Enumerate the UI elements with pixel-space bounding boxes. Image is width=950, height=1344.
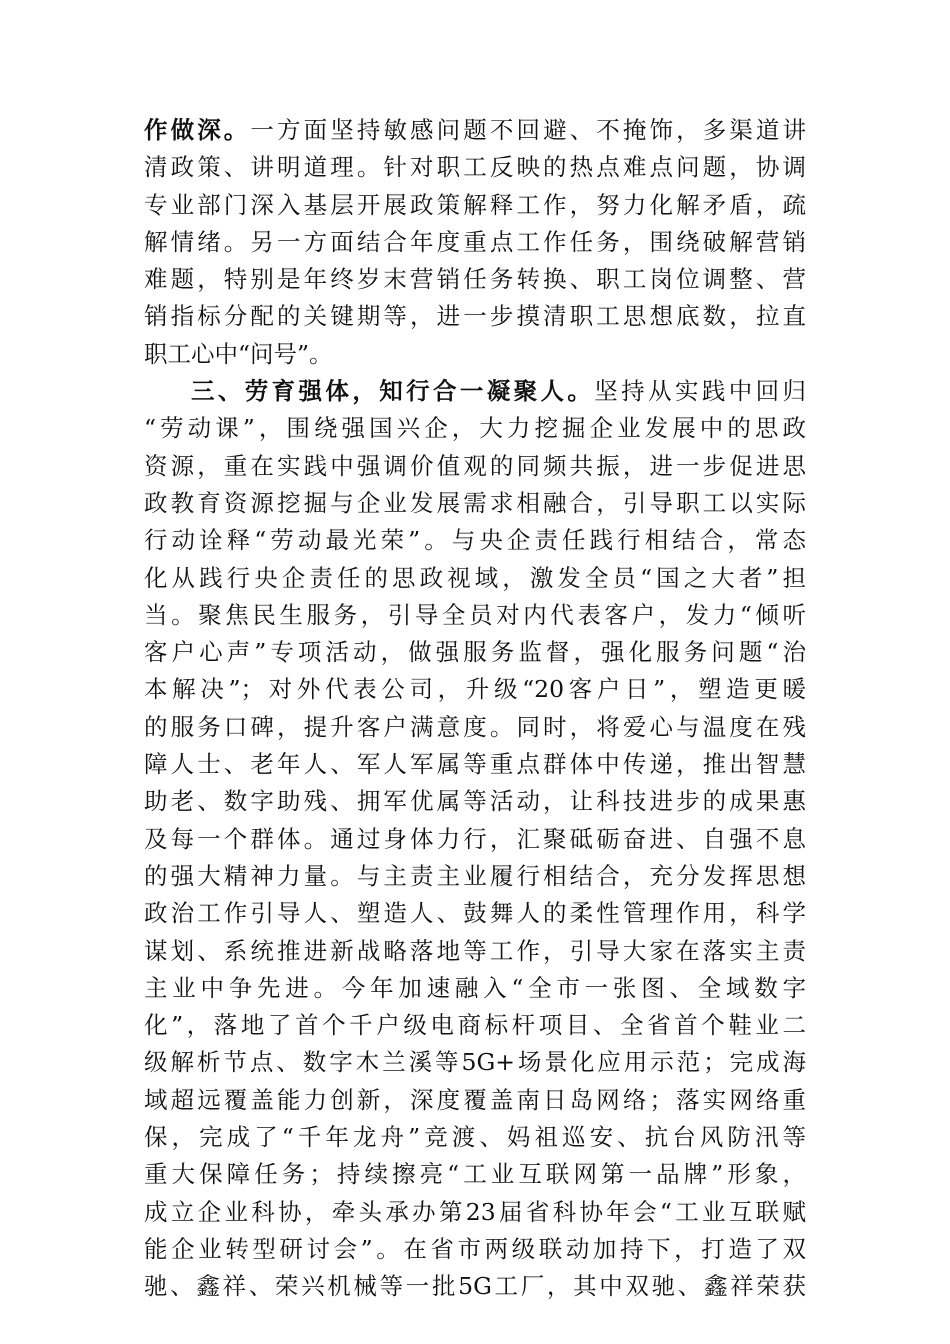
document-body: [144, 112, 806, 1306]
text-line: 能企业转型研讨会”。在省市两级联动加持下，打造了双: [144, 1234, 806, 1263]
text-line: 化”，落地了首个千户级电商标杆项目、全省首个鞋业二: [144, 1011, 806, 1040]
text-line: 作做深。一方面坚持敏感问题不回避、不掩饰，多渠道讲: [144, 116, 807, 144]
text-line: 政教育资源挖掘与企业发展需求相融合，引导职工以实际: [144, 488, 806, 517]
text-line: 难题，特别是年终岁末营销任务转换、职工岗位调整、营: [144, 265, 806, 294]
text-line: 保，完成了“千年龙舟”竞渡、妈祖巡安、抗台风防汛等: [144, 1123, 806, 1152]
paragraph-2: [144, 373, 806, 1305]
text-line: 谋划、系统推进新战略落地等工作，引导大家在落实主责: [144, 936, 806, 965]
text-line: 及每一个群体。通过身体力行，汇聚砥砺奋进、自强不息: [144, 824, 806, 853]
text-line: 专业部门深入基层开展政策解释工作，努力化解矛盾，疏: [144, 190, 806, 219]
section-heading-line: 三、劳育强体，知行合一凝聚人。坚持从实践中回归: [191, 377, 807, 406]
text-line: 销指标分配的关键期等，进一步摸清职工思想底数，拉直: [144, 302, 806, 331]
text-line: 重大保障任务；持续擦亮“工业互联网第一品牌”形象，: [144, 1160, 806, 1189]
text-line: 驰、鑫祥、荣兴机械等一批5G工厂，其中双驰、鑫祥荣获: [144, 1272, 806, 1301]
text-line: 级解析节点、数字木兰溪等5G+场景化应用示范；完成海: [144, 1048, 806, 1077]
section-heading: 三、劳育强体，知行合一凝聚人。: [191, 377, 595, 406]
text-line: 当。聚焦民生服务，引导全员对内代表客户，发力“倾听: [144, 600, 806, 629]
text-line: 的强大精神力量。与主责主业履行相结合，充分发挥思想: [144, 861, 806, 890]
text-line: 资源，重在实践中强调价值观的同频共振，进一步促进思: [144, 451, 806, 480]
text-line: 的服务口碑，提升客户满意度。同时，将爱心与温度在残: [144, 712, 806, 741]
text-line: 政治工作引导人、塑造人、鼓舞人的柔性管理作用，科学: [144, 899, 806, 928]
text-line: 域超远覆盖能力创新，深度覆盖南日岛网络；落实网络重: [144, 1085, 806, 1114]
text-line: 助老、数字助残、拥军优属等活动，让科技进步的成果惠: [144, 787, 806, 816]
text-line: “劳动课”，围绕强国兴企，大力挖掘企业发展中的思政: [144, 414, 806, 443]
text-line: 客户心声”专项活动，做强服务监督，强化服务问题“治: [144, 638, 806, 667]
paragraph-1: [144, 112, 806, 373]
text-line: 成立企业科协，牵头承办第23届省科协年会“工业互联赋: [144, 1197, 806, 1226]
text-line: 解情绪。另一方面结合年度重点工作任务，围绕破解营销: [144, 227, 806, 256]
text-line: 职工心中“问号”。: [144, 339, 333, 368]
text-line: 行动诠释“劳动最光荣”。与央企责任践行相结合，常态: [144, 526, 806, 555]
text-line: 清政策、讲明道理。针对职工反映的热点难点问题，协调: [144, 153, 806, 182]
text-line: 化从践行央企责任的思政视域，激发全员“国之大者”担: [144, 563, 806, 592]
text-line: 主业中争先进。今年加速融入“全市一张图、全域数字: [144, 973, 806, 1002]
text-line: 障人士、老年人、军人军属等重点群体中传递，推出智慧: [144, 750, 806, 779]
text-line: 本解决”；对外代表公司，升级“20客户日”，塑造更暖: [144, 675, 806, 704]
